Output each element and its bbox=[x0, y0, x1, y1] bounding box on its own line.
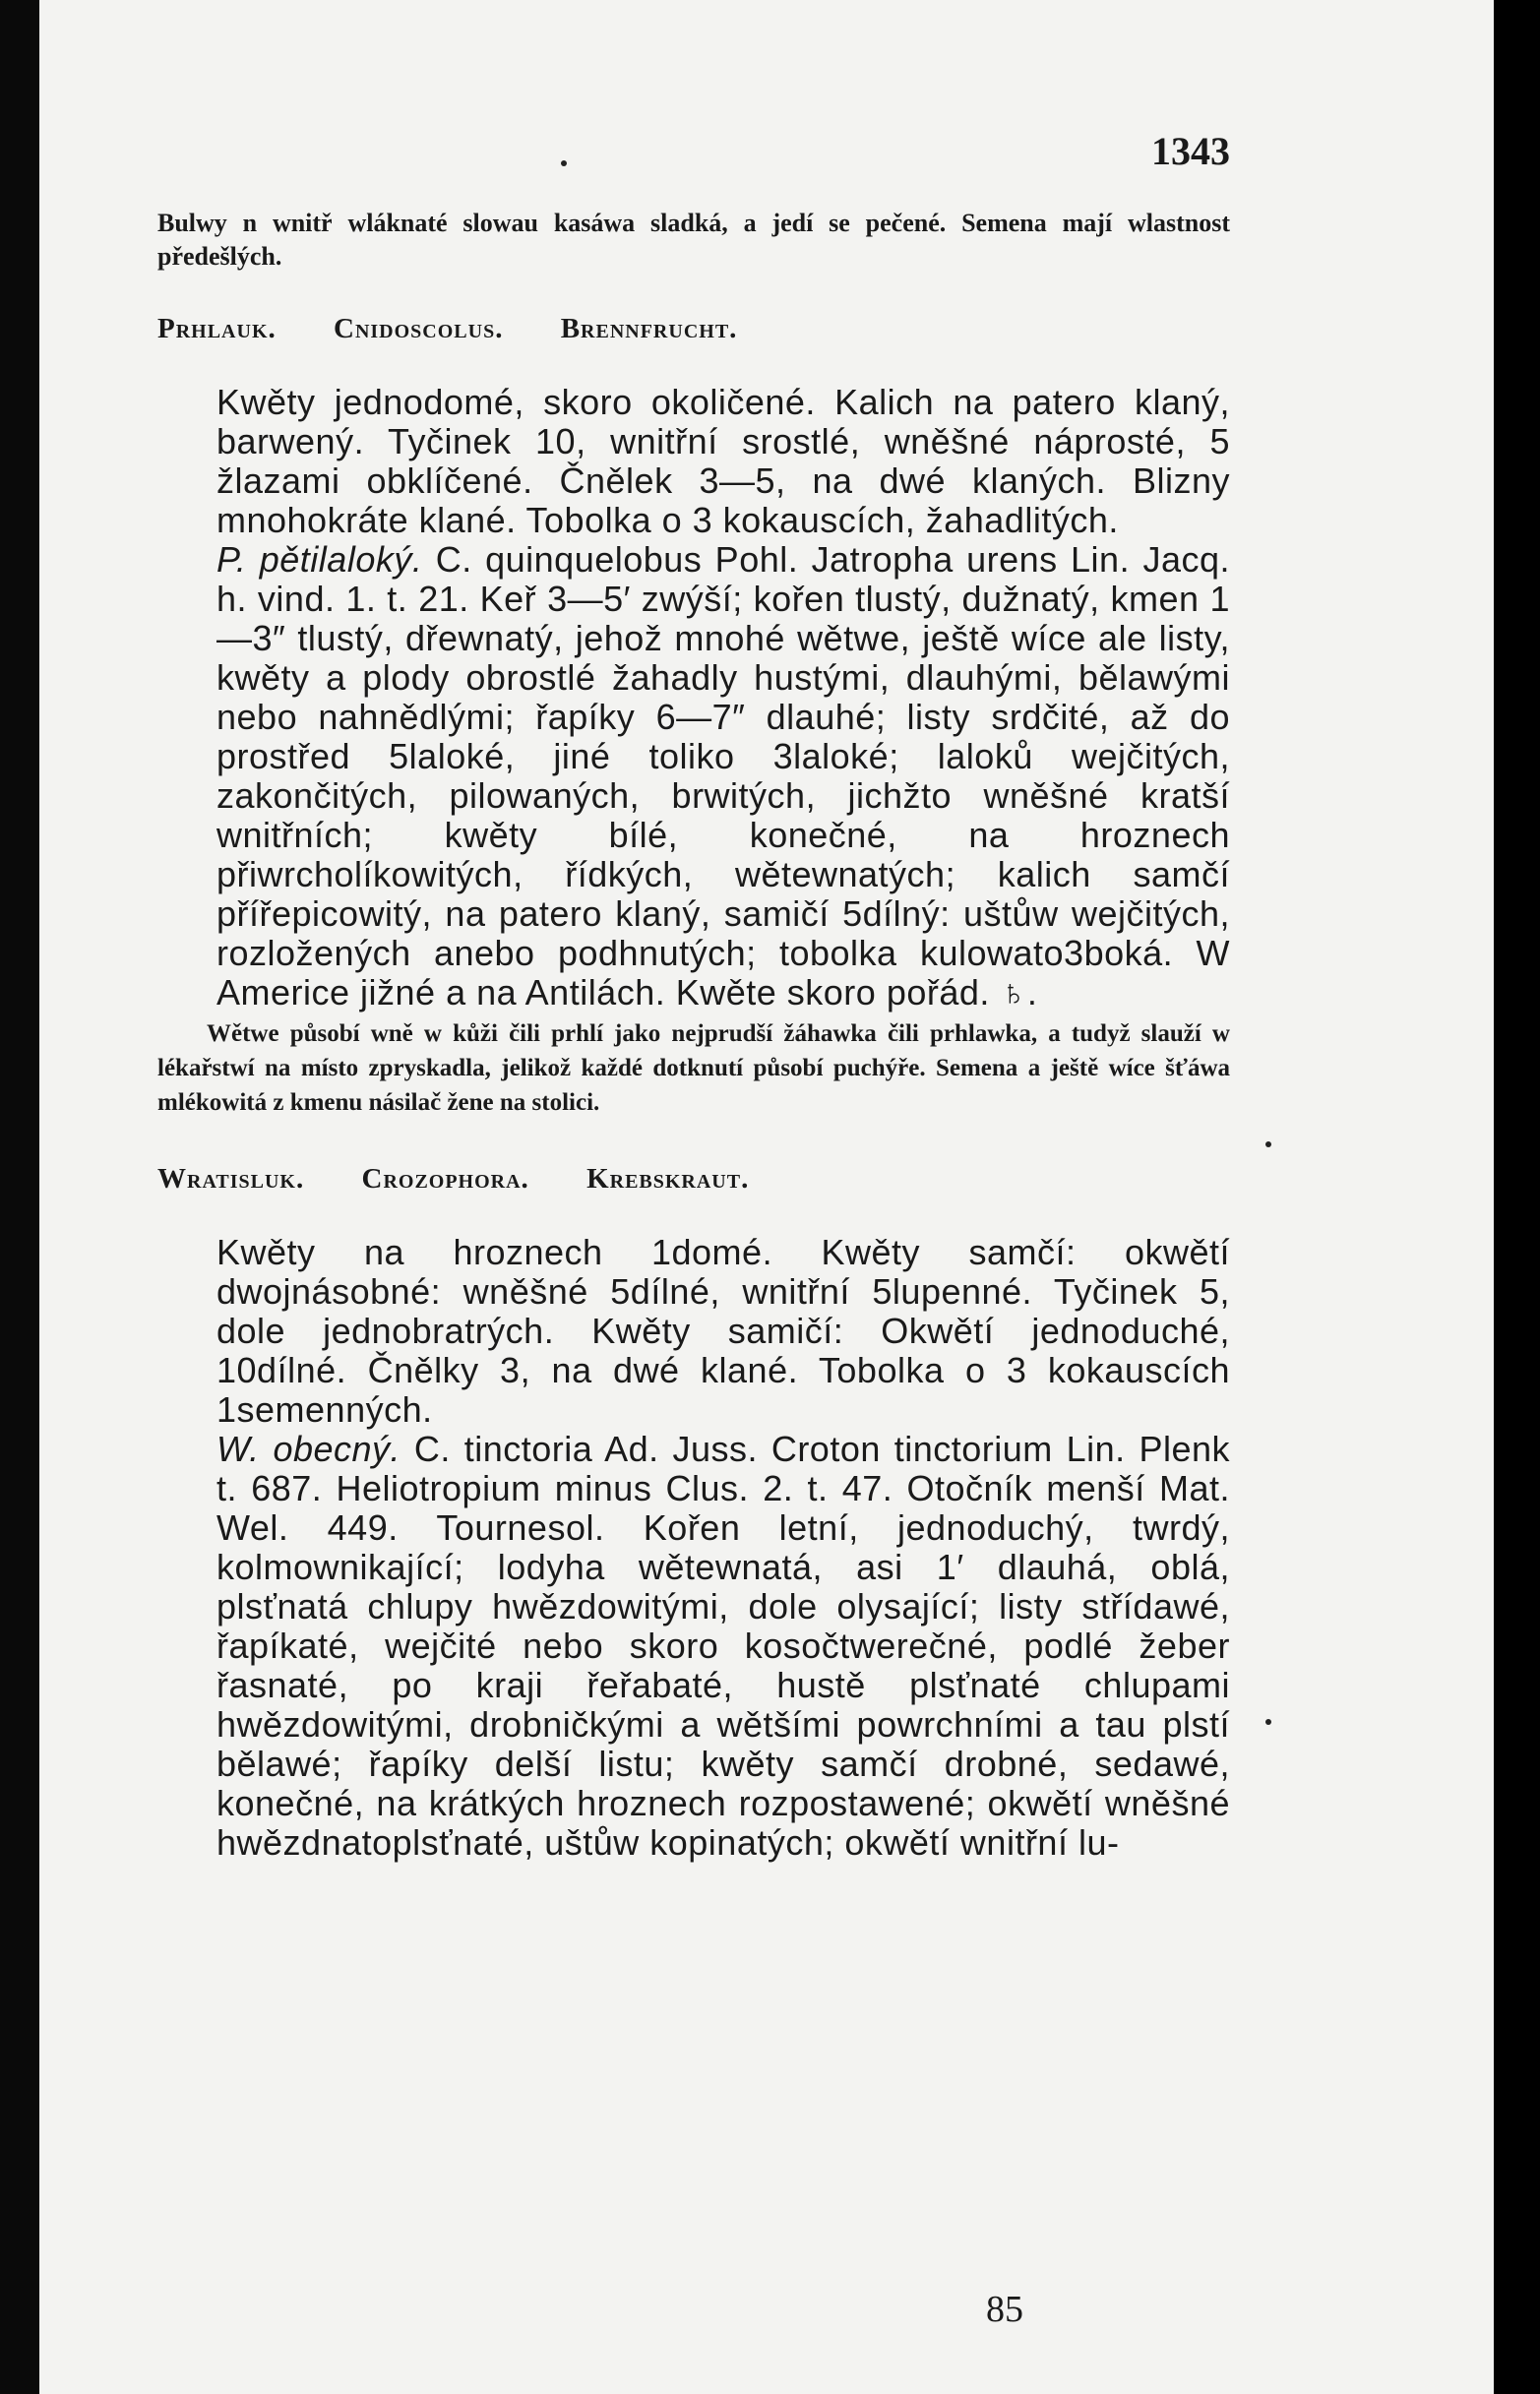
print-speck bbox=[1265, 1719, 1271, 1725]
book-page bbox=[39, 0, 1494, 2394]
genus-description-1: Kwěty jednodomé, skoro okoličené. Kalich na patero klaný, barwený. Tyčinek 10, wnitřní srostlé, wněšné náprosté, 5 žlazami obklíčené. Čnělek 3—5, na dwé klaných. Blizny mnohokráte klané. Tobolka o 3 kokauscích, žahadlitých. bbox=[216, 382, 1230, 540]
intro-paragraph: Bulwy n wnitř wláknaté slowau kasáwa sladká, a jedí se pečené. Semena mají wlastnost předešlých. bbox=[157, 209, 1230, 271]
genus-czech-name: Wratisluk. bbox=[157, 1163, 305, 1195]
genus-german-name: Krebskraut. bbox=[586, 1163, 750, 1195]
species-text: C. tinctoria Ad. Juss. Croton tinctorium Lin. Plenk t. 687. Heliotropium minus Clus. 2. t. 47. Otočník menší Mat. Wel. 449. Tournesol. Kořen letní, jednoduchý, twrdý, kolmownikající; lodyha wětewnatá, asi 1′ dlauhá, oblá, plsťnatá chlupy hwězdowitými, dole olysající; listy střídawé, řapíkaté, wejčité nebo skoro kosočtwerečné, podlé žeber řasnaté, po kraji řeřabaté, hustě plsťnaté chlupami hwězdowitými, drobničkými a wětšími powrchními a tau plstí bělawé; řapíky delší listu; kwěty samčí drobné, sedawé, konečné, na krátkých hroznech rozpostawené; okwětí wněšné hwězdnatoplsťnaté, uštůw kopinatých; okwětí wnitřní lu- bbox=[216, 1429, 1230, 1863]
genus-german-name: Brennfrucht. bbox=[560, 313, 738, 344]
genus-description-2: Kwěty na hroznech 1domé. Kwěty samčí: okwětí dwojnásobné: wněšné 5dílné, wnitřní 5lupenné. Tyčinek 5, dole jednobratrých. Kwěty samičí: Okwětí jednoduché, 10dílné. Čnělky 3, na dwé klané. Tobolka o 3 kokauscích 1semenných. bbox=[216, 1232, 1230, 1430]
species-name: W. obecný. bbox=[216, 1429, 401, 1469]
genus-czech-name: Prhlauk. bbox=[157, 313, 277, 344]
species-entry-2 bbox=[157, 1430, 1230, 1863]
genus-heading-1 bbox=[157, 313, 1230, 345]
print-speck bbox=[561, 160, 567, 166]
species-name: P. pětilaloký. bbox=[216, 539, 423, 580]
species-text: C. quinquelobus Pohl. Jatropha urens Lin. Jacq. h. vind. 1. t. 21. Keř 3—5′ zwýší; kořen tlustý, dužnatý, kmen 1—3″ tlustý, dřewnatý, jehož mnohé wětwe, ještě wíce ale listy, kwěty a plody obrostlé žahadly hustými, dlauhými, bělawými nebo nahnědlými; řapíky 6—7″ dlauhé; listy srdčité, až do prostřed 5laloké, jiné toliko 3laloké; laloků wejčitých, zakončitých, pilowaných, brwitých, jichžto wněšné kratší wnitřních; kwěty bílé, konečné, na hroznech přiwrcholíkowitých, řídkých, wětewnatých; kalich samčí přířepicowitý, na patero klaný, samičí 5dílný: uštůw wejčitých, rozložených anebo podhnutých; tobolka kulowato3boká. W Americe jižné a na Antilách. Kwěte skoro pořád. ♄. bbox=[216, 539, 1230, 1013]
species-note-1: Wětwe působí wně w kůži čili prhlí jako nejprudší žáhawka čili prhlawka, a tudyž slauží w lékařstwí na místo zpryskadla, jelikož každé dotknutí působí puchýře. Semena a ještě wíce šťáwa mlékowitá z kmenu násilač žene na stolici. bbox=[157, 1020, 1230, 1116]
page-content bbox=[157, 128, 1230, 1863]
species-entry-1 bbox=[157, 540, 1230, 1013]
genus-latin-name: Crozophora. bbox=[361, 1163, 529, 1195]
genus-latin-name: Cnidoscolus. bbox=[334, 313, 504, 344]
signature-mark: 85 bbox=[986, 2289, 1023, 2330]
page-number: 1343 bbox=[1151, 129, 1230, 173]
genus-heading-2 bbox=[157, 1163, 1230, 1196]
print-speck bbox=[1265, 1141, 1271, 1147]
